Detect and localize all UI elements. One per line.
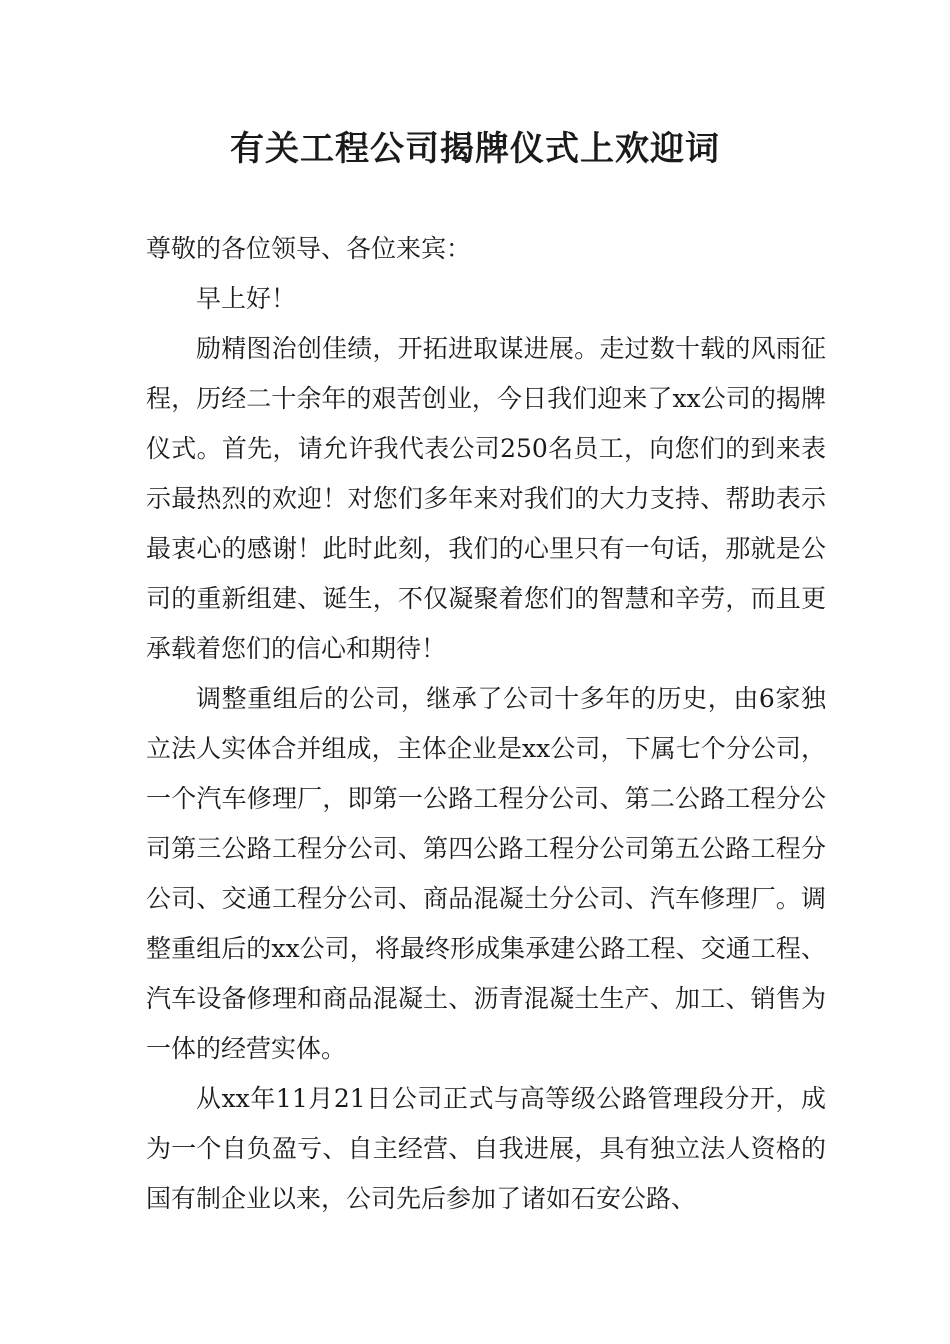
document-body [146, 224, 826, 1224]
paragraph: 调整重组后的公司，继承了公司十多年的历史，由6家独立法人实体合并组成，主体企业是xx公司，下属七个分公司，一个汽车修理厂，即第一公路工程分公司、第二公路工程分公司第三公路工程分公司、第四公路工程分公司第五公路工程分公司、交通工程分公司、商品混凝土分公司、汽车修理厂。调整重组后的xx公司，将最终形成集承建公路工程、交通工程、汽车设备修理和商品混凝土、沥青混凝土生产、加工、销售为一体的经营实体。 [146, 684, 826, 1063]
paragraph: 励精图治创佳绩，开拓进取谋进展。走过数十载的风雨征程，历经二十余年的艰苦创业，今日我们迎来了xx公司的揭牌仪式。首先，请允许我代表公司250名员工，向您们的到来表示最热烈的欢迎！对您们多年来对我们的大力支持、帮助表示最衷心的感谢！此时此刻，我们的心里只有一句话，那就是公司的重新组建、诞生，不仅凝聚着您们的智慧和辛劳，而且更承载着您们的信心和期待！ [146, 334, 826, 663]
greeting: 早上好！ [196, 284, 297, 313]
salutation: 尊敬的各位领导、各位来宾： [146, 234, 472, 263]
paragraph: 从xx年11月21日公司正式与高等级公路管理段分开，成为一个自负盈亏、自主经营、自我进展，具有独立法人资格的国有制企业以来，公司先后参加了诸如石安公路、 [146, 1084, 826, 1213]
page-title: 有关工程公司揭牌仪式上欢迎词 [230, 129, 720, 169]
